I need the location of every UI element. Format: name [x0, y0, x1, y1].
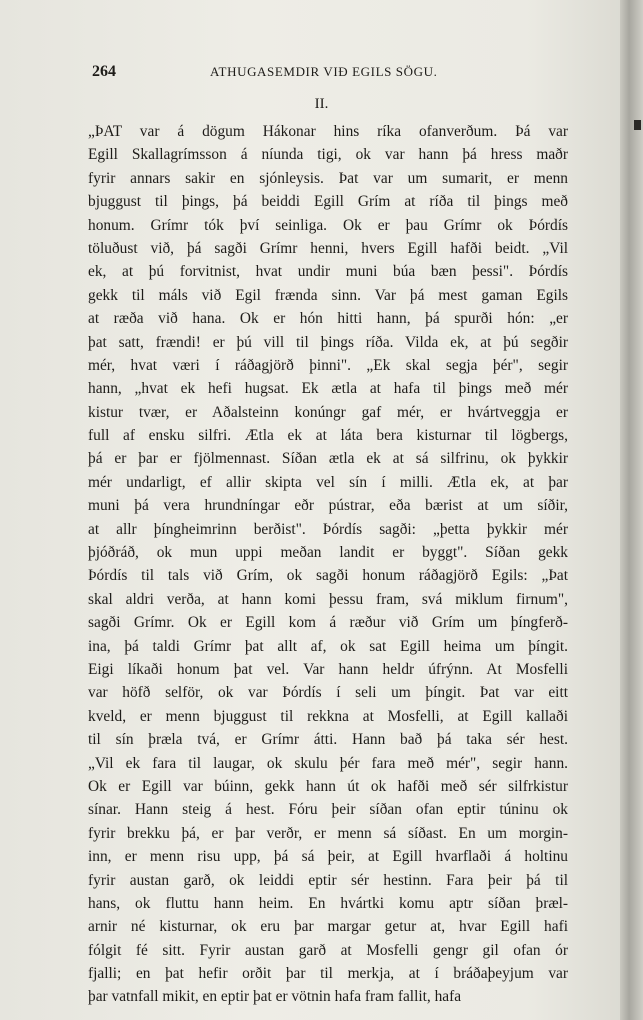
text-line: fyrir austan garð, ok leiddi eptir sér hestinn. Fara þeir þá til [88, 871, 568, 889]
text-line: hans, ok fluttu hann heim. En hvártki komu aptr síðan þræl- [88, 894, 568, 912]
text-line: ina, þá taldi Grímr þat allt af, ok sat Egill heima um þíngit. [88, 637, 568, 655]
text-line: at ræða við hana. Ok er hón hitti hann, þá spurði hón: „er [88, 310, 568, 328]
text-line: Ok er Egill var búinn, gekk hann út ok hafði með sér silfrkistur [88, 777, 568, 795]
text-line: sínar. Hann steig á hest. Fóru þeir síðan ofan eptir túninu ok [88, 801, 568, 819]
text-line: þat satt, frændi! er þú vill til þings ríða. Vilda ek, at þú segðir [88, 333, 568, 351]
page-header [92, 63, 572, 83]
text-line: mér, hvat væri í ráðagjörð þinni". „Ek skal segja þér", segir [88, 356, 568, 374]
text-line: „Vil ek fara til laugar, ok skulu þér fara með mér", segir hann. [88, 754, 568, 772]
text-line: sagði Grímr. Ok er Egill kom á ræður við Grím um þíngferð- [88, 614, 568, 632]
text-line: at allr þíngheimrinn berðist". Þórdís sagði: „þetta þykkir mér [88, 520, 568, 538]
text-line: fólgit fé sitt. Fyrir austan garð at Mosfelli gengr gil ofan ór [88, 941, 568, 959]
text-line: hann, „hvat ek hefi hugsat. Ek ætla at hafa til þings með mér [88, 380, 568, 398]
text-line: full af ensku silfri. Ætla ek at láta bera kisturnar til lögbergs, [88, 427, 568, 445]
text-line: arnir né kisturnar, ok eru þar margar getur at, hvar Egill hafi [88, 918, 568, 936]
text-line: inn, er menn risu upp, þá sá þeir, at Egill hvarflaði á holtinu [88, 848, 568, 866]
text-line: kistur tvær, er Aðalsteinn konúngr gaf mér, er hvártveggja er [88, 403, 568, 421]
text-line: ek, at þú forvitnist, hvat undir muni búa bæn þessi". Þórdís [88, 263, 568, 281]
section-heading: II. [314, 96, 329, 112]
text-line: fyrir brekku þá, er þar verðr, er menn sá síðast. En um morgin- [88, 824, 568, 842]
page-number: 264 [92, 63, 116, 80]
binding-gutter [620, 0, 643, 1020]
text-line: töluðust við, þá sagði Grímr henni, hvers Egill hafði beidt. „Vil [88, 239, 568, 257]
text-line: Þórdís til tals við Grím, ok sagði honum ráðagjörð Egils: „Þat [88, 567, 568, 585]
text-line: mér undarligt, ef allir skipta vel sín í milli. Ætla ek, at þar [88, 473, 568, 491]
text-line: fjalli; en þat hefir orðit þar til merkja, at í bráðaþeyjum var [88, 965, 568, 983]
text-line: Eigi líkaði honum þat vel. Var hann heldr úfrýnn. At Mosfelli [88, 660, 568, 678]
text-line: Egill Skallagrímsson á níunda tigi, ok var hann þá hress maðr [88, 146, 568, 164]
running-title: ATHUGASEMDIR VIÐ EGILS SÖGU. [210, 64, 438, 79]
text-line: gekk til máls við Egil frænda sinn. Var þá mest gaman Egils [88, 286, 568, 304]
text-line: „ÞAT var á dögum Hákonar hins ríka ofanverðum. Þá var [88, 123, 568, 140]
text-line: honum. Grímr tók því seinliga. Ok er þau Grímr ok Þórdís [88, 216, 568, 234]
text-line: muni þá vera hrundníngar eðr pústrar, eða bærist at um síðir, [88, 497, 568, 515]
text-line: bjuggust til þings, þá beiddi Egill Grím at ríða til þings með [88, 193, 568, 211]
text-line: þá er þar er fjölmennast. Síðan ætla ek at sá silfrinu, ok þykkir [88, 450, 568, 468]
text-line: þar vatnfall mikit, en eptir þat er vötnin hafa fram fallit, hafa [88, 988, 462, 1006]
text-line: fyrir annars sakir en sjónleysis. Þat var um sumarit, er menn [88, 169, 568, 187]
text-line: skal aldri verða, at hann komi þessu fram, svá miklum firnum", [88, 590, 568, 608]
text-line: kveld, er menn bjuggust til rekkna at Mosfelli, at Egill kallaði [88, 707, 568, 725]
text-line: til sín þræla tvá, er Grímr átti. Hann bað þá taka sér hest. [88, 731, 568, 749]
text-line: þjóðráð, ok mun uppi meðan landit er byggt". Síðan gekk [88, 544, 568, 562]
page-edge-marker [634, 120, 641, 130]
body-text [88, 120, 568, 1009]
text-line: var höfð selför, ok var Þórdís í seli um þíngit. Þat var eitt [88, 684, 568, 702]
